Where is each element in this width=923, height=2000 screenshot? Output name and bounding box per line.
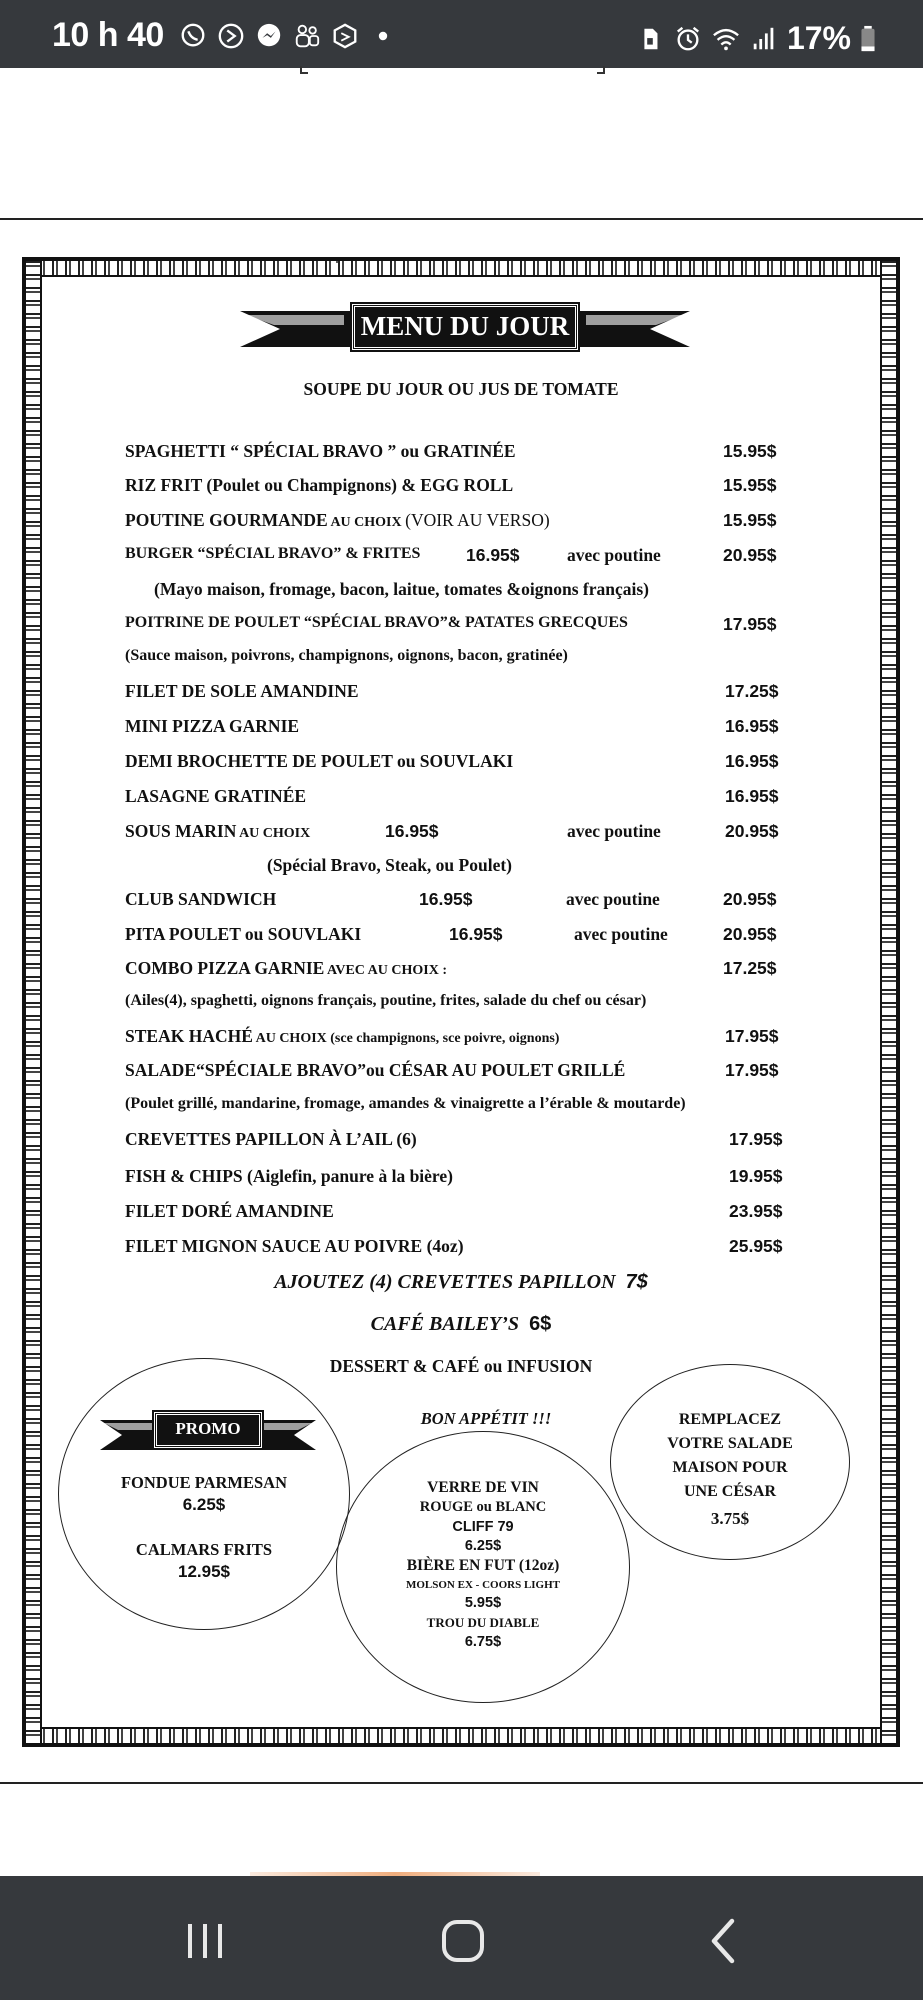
item-price: 15.95$: [723, 441, 777, 461]
item-label: RIZ FRIT (Poulet ou Champignons) & EGG ROLL: [125, 475, 514, 495]
item-price: 20.95$: [725, 821, 779, 841]
page-separator-top: [0, 218, 923, 220]
item-price: 17.25$: [723, 958, 777, 978]
item-label: [125, 821, 310, 842]
item-label: [125, 1026, 559, 1047]
promo-price-2: 12.95$: [178, 1562, 230, 1581]
border-pattern-top: [26, 261, 896, 277]
item-price: 20.95$: [723, 545, 777, 565]
item-label: BURGER “SPÉCIAL BRAVO” & FRITES: [125, 545, 421, 562]
border-pattern-left: [26, 261, 42, 1743]
item-label: MINI PIZZA GARNIE: [125, 716, 300, 736]
item-price: 17.95$: [729, 1129, 783, 1149]
item-note: (Poulet grillé, mandarine, fromage, amandes & vinaigrette a l’érable & moutarde): [125, 1095, 686, 1112]
bon-appetit: BON APPÉTIT !!!: [420, 1409, 552, 1428]
item-price: 15.95$: [723, 510, 777, 530]
navigation-bar: [0, 1876, 923, 2000]
menu-page: [22, 257, 900, 1747]
item-label: PITA POULET ou SOUVLAKI: [125, 924, 362, 944]
home-icon[interactable]: [428, 1906, 498, 1976]
dessert-line: DESSERT & CAFÉ ou INFUSION: [329, 1356, 593, 1376]
drinks-circle: [336, 261, 338, 263]
item-price: 17.95$: [725, 1026, 779, 1046]
wifi-icon: [711, 25, 741, 53]
drinks-price-3: 6.75$: [464, 1634, 502, 1650]
salad-line-2: VOTRE SALADE: [667, 1435, 793, 1452]
item-mid-price: 16.95$: [449, 924, 503, 944]
promo-title: PROMO: [154, 1412, 262, 1448]
item-avec: avec poutine: [566, 889, 660, 909]
status-time: 10 h 40: [52, 16, 164, 54]
drinks-line-3: CLIFF 79: [452, 1519, 514, 1535]
extra-shrimp-price: 7$: [625, 1271, 648, 1293]
drinks-line-1: VERRE DE VIN: [427, 1479, 539, 1496]
item-price: 16.95$: [725, 716, 779, 736]
item-avec: avec poutine: [574, 924, 668, 944]
battery-icon: [859, 25, 877, 53]
item-label: FILET DE SOLE AMANDINE: [125, 681, 359, 701]
viber-icon: [178, 22, 208, 50]
item-price: 17.95$: [725, 1060, 779, 1080]
item-note: (Spécial Bravo, Steak, ou Poulet): [267, 855, 512, 875]
previous-page-fragment: [300, 66, 605, 80]
item-mid-price: 16.95$: [419, 889, 473, 909]
item-label-small: AU CHOIX: [327, 515, 406, 530]
item-label: CLUB SANDWICH: [125, 889, 277, 909]
item-label: SALADE“SPÉCIALE BRAVO”ou CÉSAR AU POULET GRILLÉ: [125, 1060, 626, 1080]
app-icon: [330, 22, 360, 50]
item-label: FISH & CHIPS (Aiglefin, panure à la bière): [125, 1166, 453, 1186]
item-avec: avec poutine: [567, 545, 661, 565]
item-price: 16.95$: [725, 786, 779, 806]
cafe-baileys-label: CAFÉ BAILEY’S: [370, 1313, 520, 1335]
cafe-baileys-price: 6$: [529, 1313, 552, 1335]
battery-percent: 17%: [786, 20, 851, 56]
item-mid-price: 16.95$: [466, 545, 520, 565]
promo-circle: [58, 1358, 350, 1630]
item-price: 25.95$: [729, 1236, 783, 1256]
teams-icon: [292, 22, 322, 50]
messenger-icon: [254, 22, 284, 50]
extra-shrimp-line: [26, 1271, 896, 1294]
drinks-line-5: MOLSON EX - COORS LIGHT: [405, 1579, 561, 1591]
dot-icon: [368, 22, 398, 50]
item-label: SPAGHETTI “ SPÉCIAL BRAVO ” ou GRATINÉE: [125, 441, 516, 461]
item-label-main: STEAK HACHÉ: [125, 1026, 253, 1046]
item-label-main: COMBO PIZZA GARNIE: [125, 958, 325, 978]
item-price: 17.25$: [725, 681, 779, 701]
notification-icons: [178, 22, 398, 50]
promo-item-1: FONDUE PARMESAN: [120, 1473, 288, 1492]
item-price: 15.95$: [723, 475, 777, 495]
drinks-price-1: 6.25$: [464, 1538, 502, 1554]
item-label-small: AU CHOIX: [236, 826, 311, 841]
item-label: FILET MIGNON SAUCE AU POIVRE (4oz): [125, 1236, 464, 1256]
item-label-main: SOUS MARIN: [125, 821, 237, 841]
salad-line-4: UNE CÉSAR: [683, 1483, 776, 1500]
cafe-baileys-line: [26, 1313, 896, 1336]
extra-shrimp-label: AJOUTEZ (4) CREVETTES PAPILLON: [274, 1271, 616, 1293]
back-icon[interactable]: [690, 1906, 760, 1976]
drinks-line-2: ROUGE ou BLANC: [419, 1499, 547, 1515]
item-label-rest: (VOIR AU VERSO): [405, 510, 550, 530]
promo-item-2: CALMARS FRITS: [135, 1540, 273, 1559]
phone-forward-icon: [216, 22, 246, 50]
item-price: 23.95$: [729, 1201, 783, 1221]
item-label: DEMI BROCHETTE DE POULET ou SOUVLAKI: [125, 751, 514, 771]
item-label: CREVETTES PAPILLON À L’AIL (6): [125, 1129, 417, 1149]
item-label: LASAGNE GRATINÉE: [125, 786, 307, 806]
drinks-line-4: BIÈRE EN FUT (12oz): [406, 1557, 560, 1574]
item-price: 20.95$: [723, 924, 777, 944]
promo-banner: [100, 1410, 316, 1456]
item-label-main: POUTINE GOURMANDE: [125, 510, 328, 530]
item-note: (Mayo maison, fromage, bacon, laitue, tomates &oignons français): [154, 579, 649, 599]
item-label: POITRINE DE POULET “SPÉCIAL BRAVO”& PATATES GRECQUES: [125, 614, 628, 631]
salad-price: 3.75$: [710, 1509, 750, 1528]
item-note: (Sauce maison, poivrons, champignons, oignons, bacon, gratinée): [125, 647, 568, 664]
item-label: FILET DORÉ AMANDINE: [125, 1201, 334, 1221]
drinks-price-2: 5.95$: [464, 1595, 502, 1611]
salad-line-1: REMPLACEZ: [678, 1411, 782, 1428]
item-mid-price: 16.95$: [385, 821, 439, 841]
item-price: 20.95$: [723, 889, 777, 909]
signal-icon: [749, 25, 779, 53]
border-pattern-right: [880, 261, 896, 1743]
item-note: (Ailes(4), spaghetti, oignons français, poutine, frites, salade du chef ou césar): [125, 992, 647, 1009]
status-bar: [0, 0, 923, 68]
page-separator-bottom: [0, 1782, 923, 1784]
item-label: [125, 958, 447, 979]
item-label: [125, 510, 550, 531]
border-pattern-bottom: [26, 1727, 896, 1743]
item-price: 16.95$: [725, 751, 779, 771]
drinks-line-6: TROU DU DIABLE: [426, 1615, 540, 1630]
item-price: 19.95$: [729, 1166, 783, 1186]
promo-price-1: 6.25$: [182, 1495, 226, 1514]
item-label-small: AU CHOIX (sce champignons, sce poivre, oignons): [252, 1031, 560, 1046]
recents-icon[interactable]: [170, 1906, 240, 1976]
item-avec: avec poutine: [567, 821, 661, 841]
soup-line: SOUPE DU JOUR OU JUS DE TOMATE: [303, 379, 619, 399]
system-icons: [635, 20, 877, 57]
salad-line-3: MAISON POUR: [672, 1459, 788, 1476]
item-price: 17.95$: [723, 614, 777, 634]
sim-icon: [635, 25, 665, 53]
alarm-icon: [673, 25, 703, 53]
title-banner: [240, 301, 690, 357]
menu-title: MENU DU JOUR: [352, 304, 578, 350]
item-label-small: AVEC AU CHOIX :: [324, 963, 447, 978]
